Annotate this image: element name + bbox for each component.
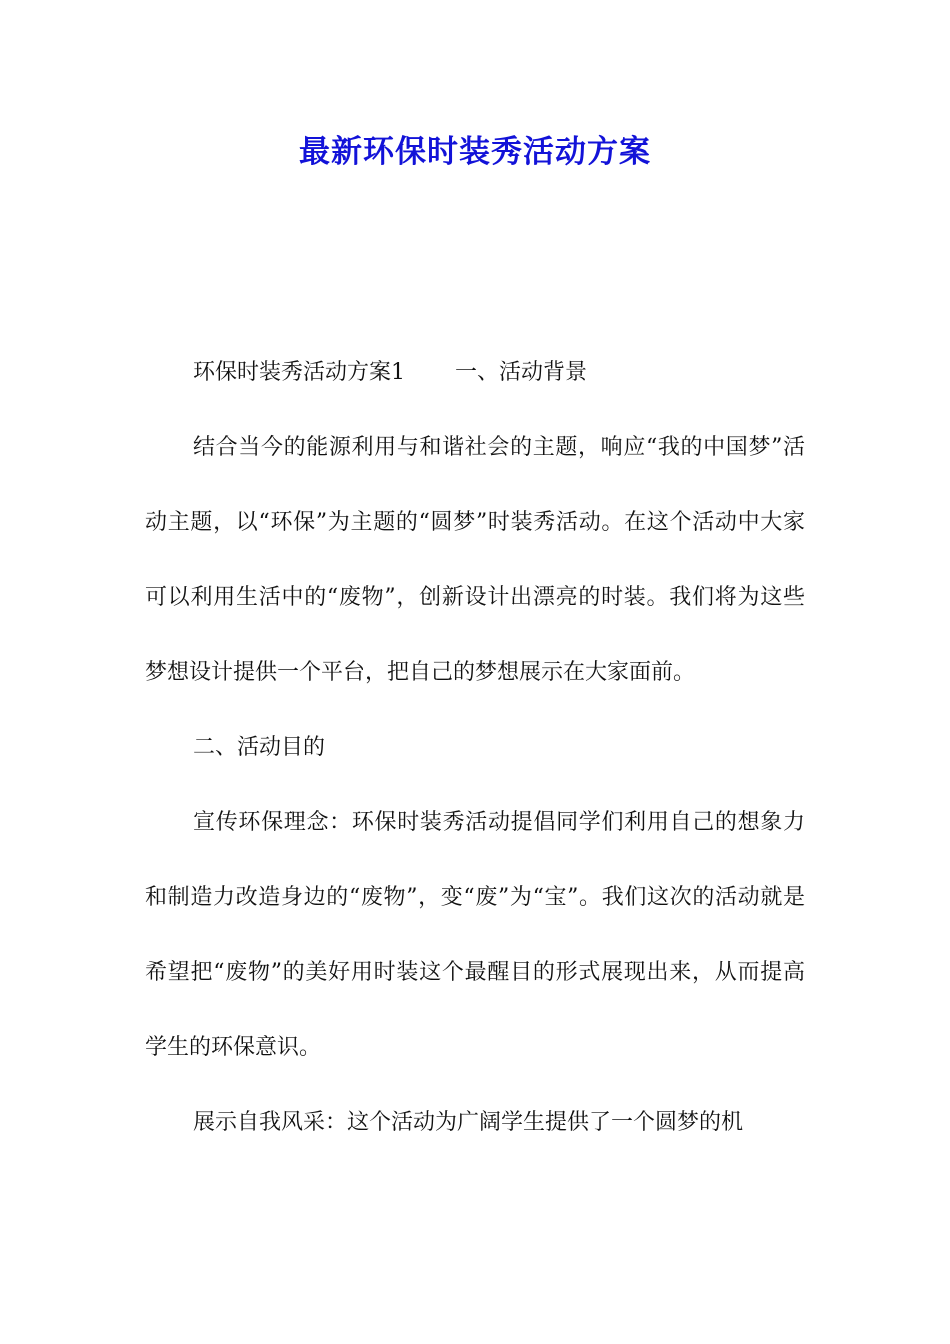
document-body	[145, 335, 805, 1160]
plan-label: 环保时装秀活动方案1	[193, 360, 405, 385]
section2-paragraph-2: 展示自我风采：这个活动为广阔学生提供了一个圆梦的机	[193, 1110, 744, 1135]
document-title: 最新环保时装秀活动方案	[299, 134, 651, 170]
section2-paragraph-1: 宣传环保理念：环保时装秀活动提倡同学们利用自己的想象力和制造力改造身边的“废物”，变“废”为“宝”。我们这次的活动就是希望把“废物”的美好用时装这个最醒目的形式展现出来，从而提高学生的环保意识。	[145, 810, 806, 1060]
section1-heading: 一、活动背景	[455, 360, 588, 385]
section2-heading: 二、活动目的	[193, 735, 326, 760]
heading-line	[145, 335, 805, 410]
section1-paragraph: 结合当今的能源利用与和谐社会的主题，响应“我的中国梦”活动主题，以“环保”为主题的“圆梦”时装秀活动。在这个活动中大家可以利用生活中的“废物”，创新设计出漂亮的时装。我们将为这些梦想设计提供一个平台，把自己的梦想展示在大家面前。	[145, 435, 805, 685]
